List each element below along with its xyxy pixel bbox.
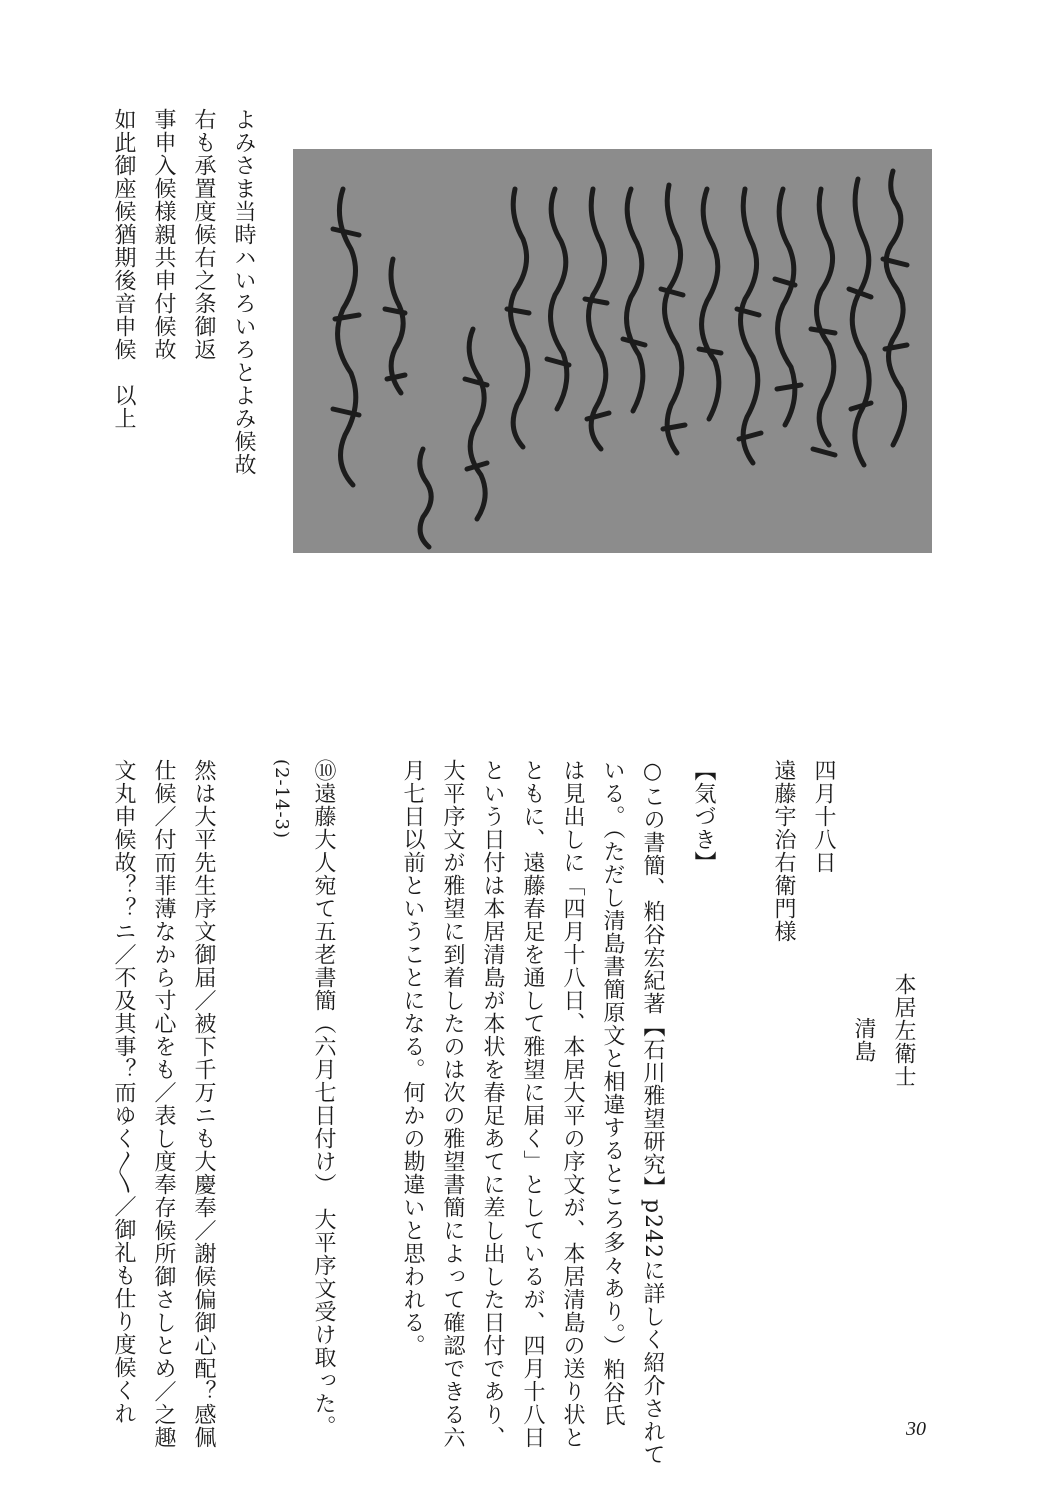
notes-line-4: ともに、遠藤春足を通して雅望に届く」としているが、四月十八日 [520, 759, 545, 1449]
notes-line-7: 月七日以前ということになる。何かの勘違いと思われる。 [400, 759, 425, 1357]
notes-line-5: という日付は本居清島が本状を春足あてに差し出した日付であり、 [480, 759, 505, 1449]
transcription-line-4: 如此御座候猶期後音申候 以上 [111, 108, 136, 430]
notes-line-1: ○この書簡、粕谷宏紀著【石川雅望研究】p242に詳しく紹介されて [640, 759, 665, 1467]
sender-name: 本居左衛士 [891, 973, 916, 1088]
notes-line-6: 大平序文が雅望に到着したのは次の雅望書簡によって確認できる六 [440, 759, 465, 1449]
letter-date: 四月十八日 [811, 759, 836, 874]
notes-heading: 【気づき】 [691, 759, 716, 874]
letter10-body-line-1: 然は大平先生序文御届／被下千万ニも大慶奉／謝候偏御心配？感佩 [191, 759, 216, 1449]
addressee: 遠藤宇治右衛門様 [771, 759, 796, 943]
notes-line-3: は見出しに「四月十八日、本居大平の序文が、本居清島の送り状と [560, 759, 585, 1449]
transcription-line-3: 事申入候様親共申付候故 [151, 108, 176, 361]
letter10-code: (2-14-3) [271, 759, 292, 840]
transcription-line-1: よみさま当時ハいろいろとよみ候故 [231, 108, 256, 476]
page-number: 30 [906, 1418, 926, 1440]
sender-given-name: 清島 [851, 1017, 876, 1063]
letter10-body-line-2: 仕候／付而菲薄なから寸心をも／表し度奉存候所御さしとめ／之趣 [151, 759, 176, 1449]
letter-photo-strokes [293, 149, 932, 553]
letter10-title: ⑩遠藤大人宛て五老書簡（六月七日付け） 大平序文受け取った。 [311, 759, 336, 1438]
notes-line-2: いる。（ただし清島書簡原文と相違するところ多々あり。）粕谷氏 [600, 759, 625, 1427]
letter10-body-line-3: 文丸申候故？？ニ／不及其事？而ゆく〳〵／御礼も仕り度候くれ [111, 759, 136, 1425]
transcription-line-2: 右も承置度候右之条御返 [191, 108, 216, 361]
letter-photo [293, 149, 932, 553]
